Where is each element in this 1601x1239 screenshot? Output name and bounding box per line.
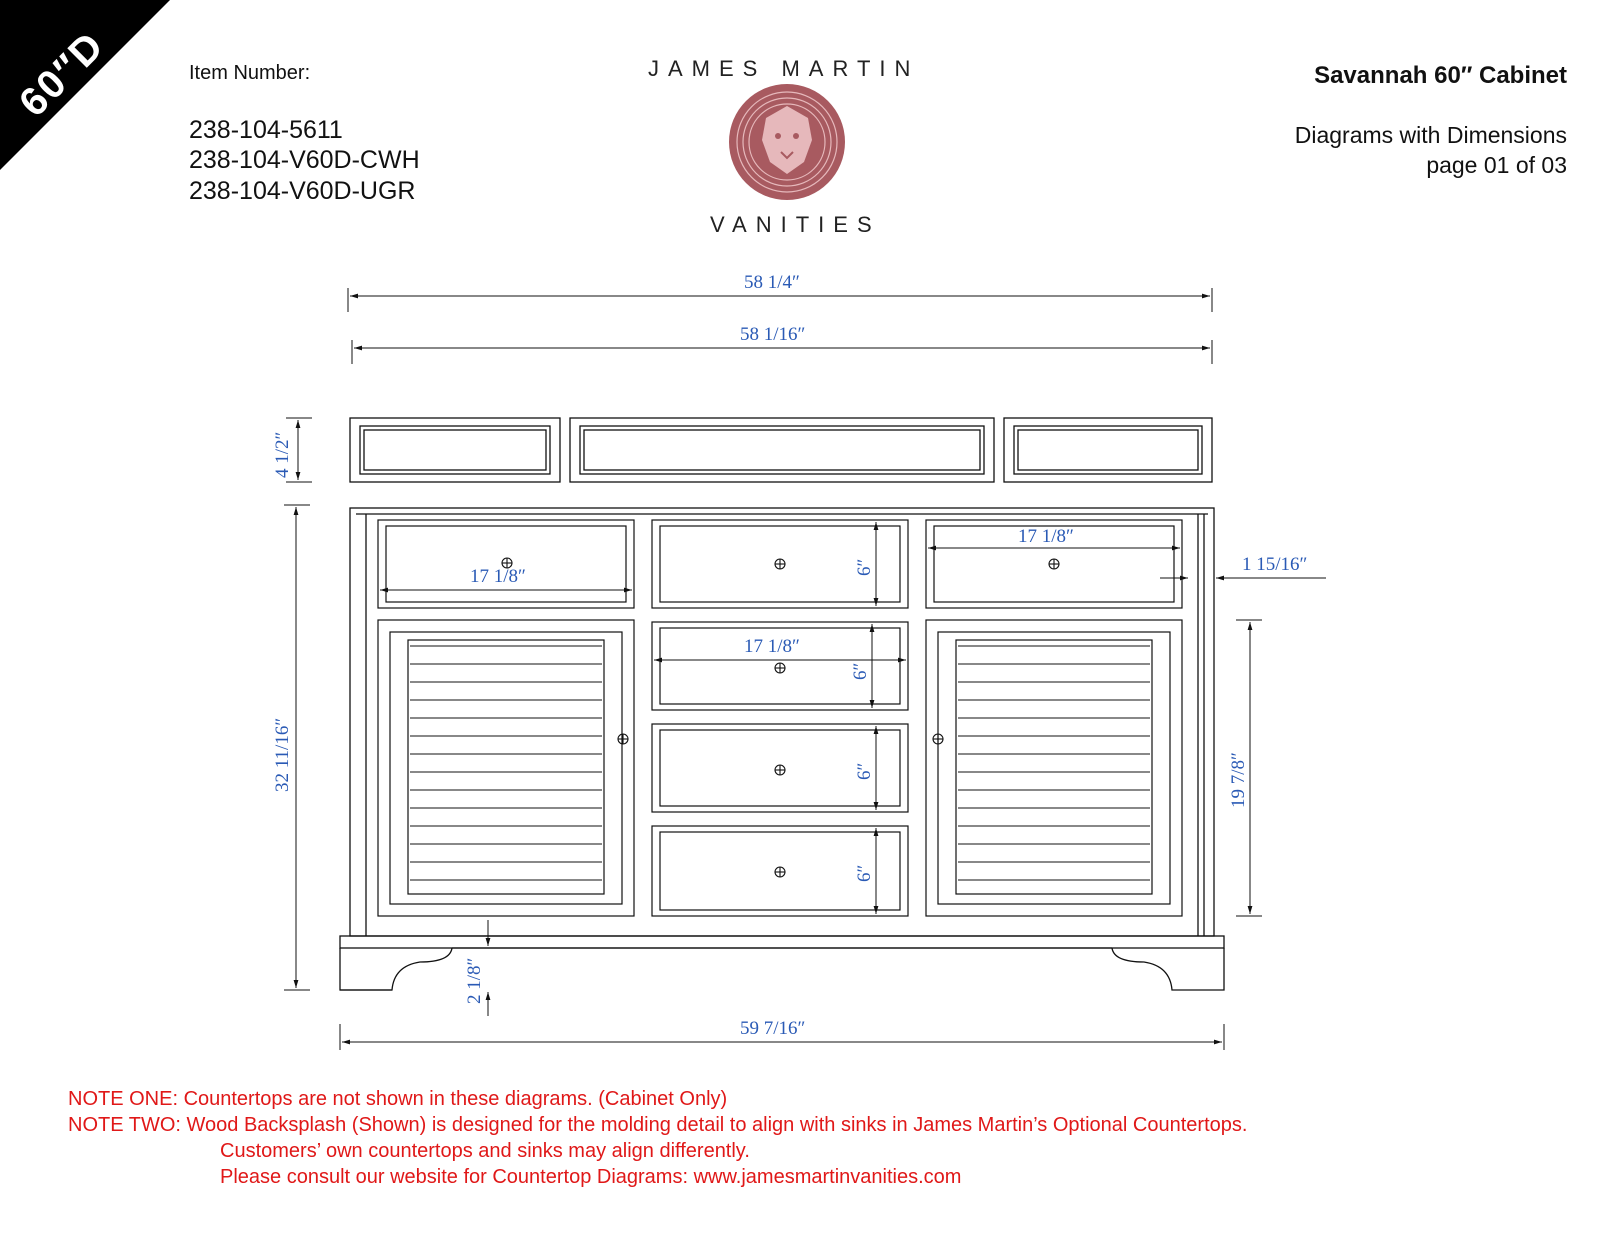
backsplash [350,418,1212,482]
center-drawers [652,520,908,916]
item-number-1: 238-104-5611 [189,116,343,144]
label-drawer-width-right: 17 1/8″ [1018,526,1074,547]
right-louver-door [926,620,1182,916]
subtitle-line-2: page 01 of 03 [1426,152,1567,178]
label-drawer-h2: 6″ [850,662,871,680]
brand-name-top: JAMES MARTIN [648,56,920,81]
note-two-line-2: Customers’ own countertops and sinks may align differently. [220,1140,750,1162]
item-number-label: Item Number: [189,62,311,84]
page-title: Savannah 60″ Cabinet [1314,62,1567,89]
label-drawer-h4: 6″ [854,864,875,882]
label-drawer-width-center: 17 1/8″ [744,636,800,657]
subtitle-line-1: Diagrams with Dimensions [1294,122,1567,148]
label-drawer-width-left: 17 1/8″ [470,566,526,587]
label-door-height: 19 7/8″ [1228,752,1249,808]
corner-badge-text: 60″D [10,23,114,126]
item-number-3: 238-104-V60D-UGR [189,177,416,205]
label-backsplash-width: 58 1/4″ [744,272,800,293]
lion-logo-icon [729,84,845,200]
item-number-2: 238-104-V60D-CWH [189,146,420,174]
left-top-drawer [378,520,634,608]
label-drawer-h1: 6″ [854,558,875,576]
label-drawer-h3: 6″ [854,762,875,780]
label-side-offset: 1 15/16″ [1242,554,1308,575]
knob-icons [502,558,1059,877]
label-base-width: 59 7/16″ [740,1018,806,1039]
dim-drawer-heights [872,522,876,914]
note-two-line-3: Please consult our website for Countertop Diagrams: www.jamesmartinvanities.com [220,1166,962,1188]
note-two: NOTE TWO: Wood Backsplash (Shown) is designed for the molding detail to align with sinks in James Martin’s Optional Countertops. [68,1114,1248,1136]
brand-name-bottom: VANITIES [710,212,881,237]
label-cabinet-height: 32 11/16″ [272,717,293,792]
note-one: NOTE ONE: Countertops are not shown in these diagrams. (Cabinet Only) [68,1088,728,1110]
left-louver-door [378,620,634,916]
label-toe-kick: 2 1/8″ [464,957,485,1004]
label-cabinet-top-width: 58 1/16″ [740,324,806,345]
label-backsplash-height: 4 1/2″ [272,431,293,478]
